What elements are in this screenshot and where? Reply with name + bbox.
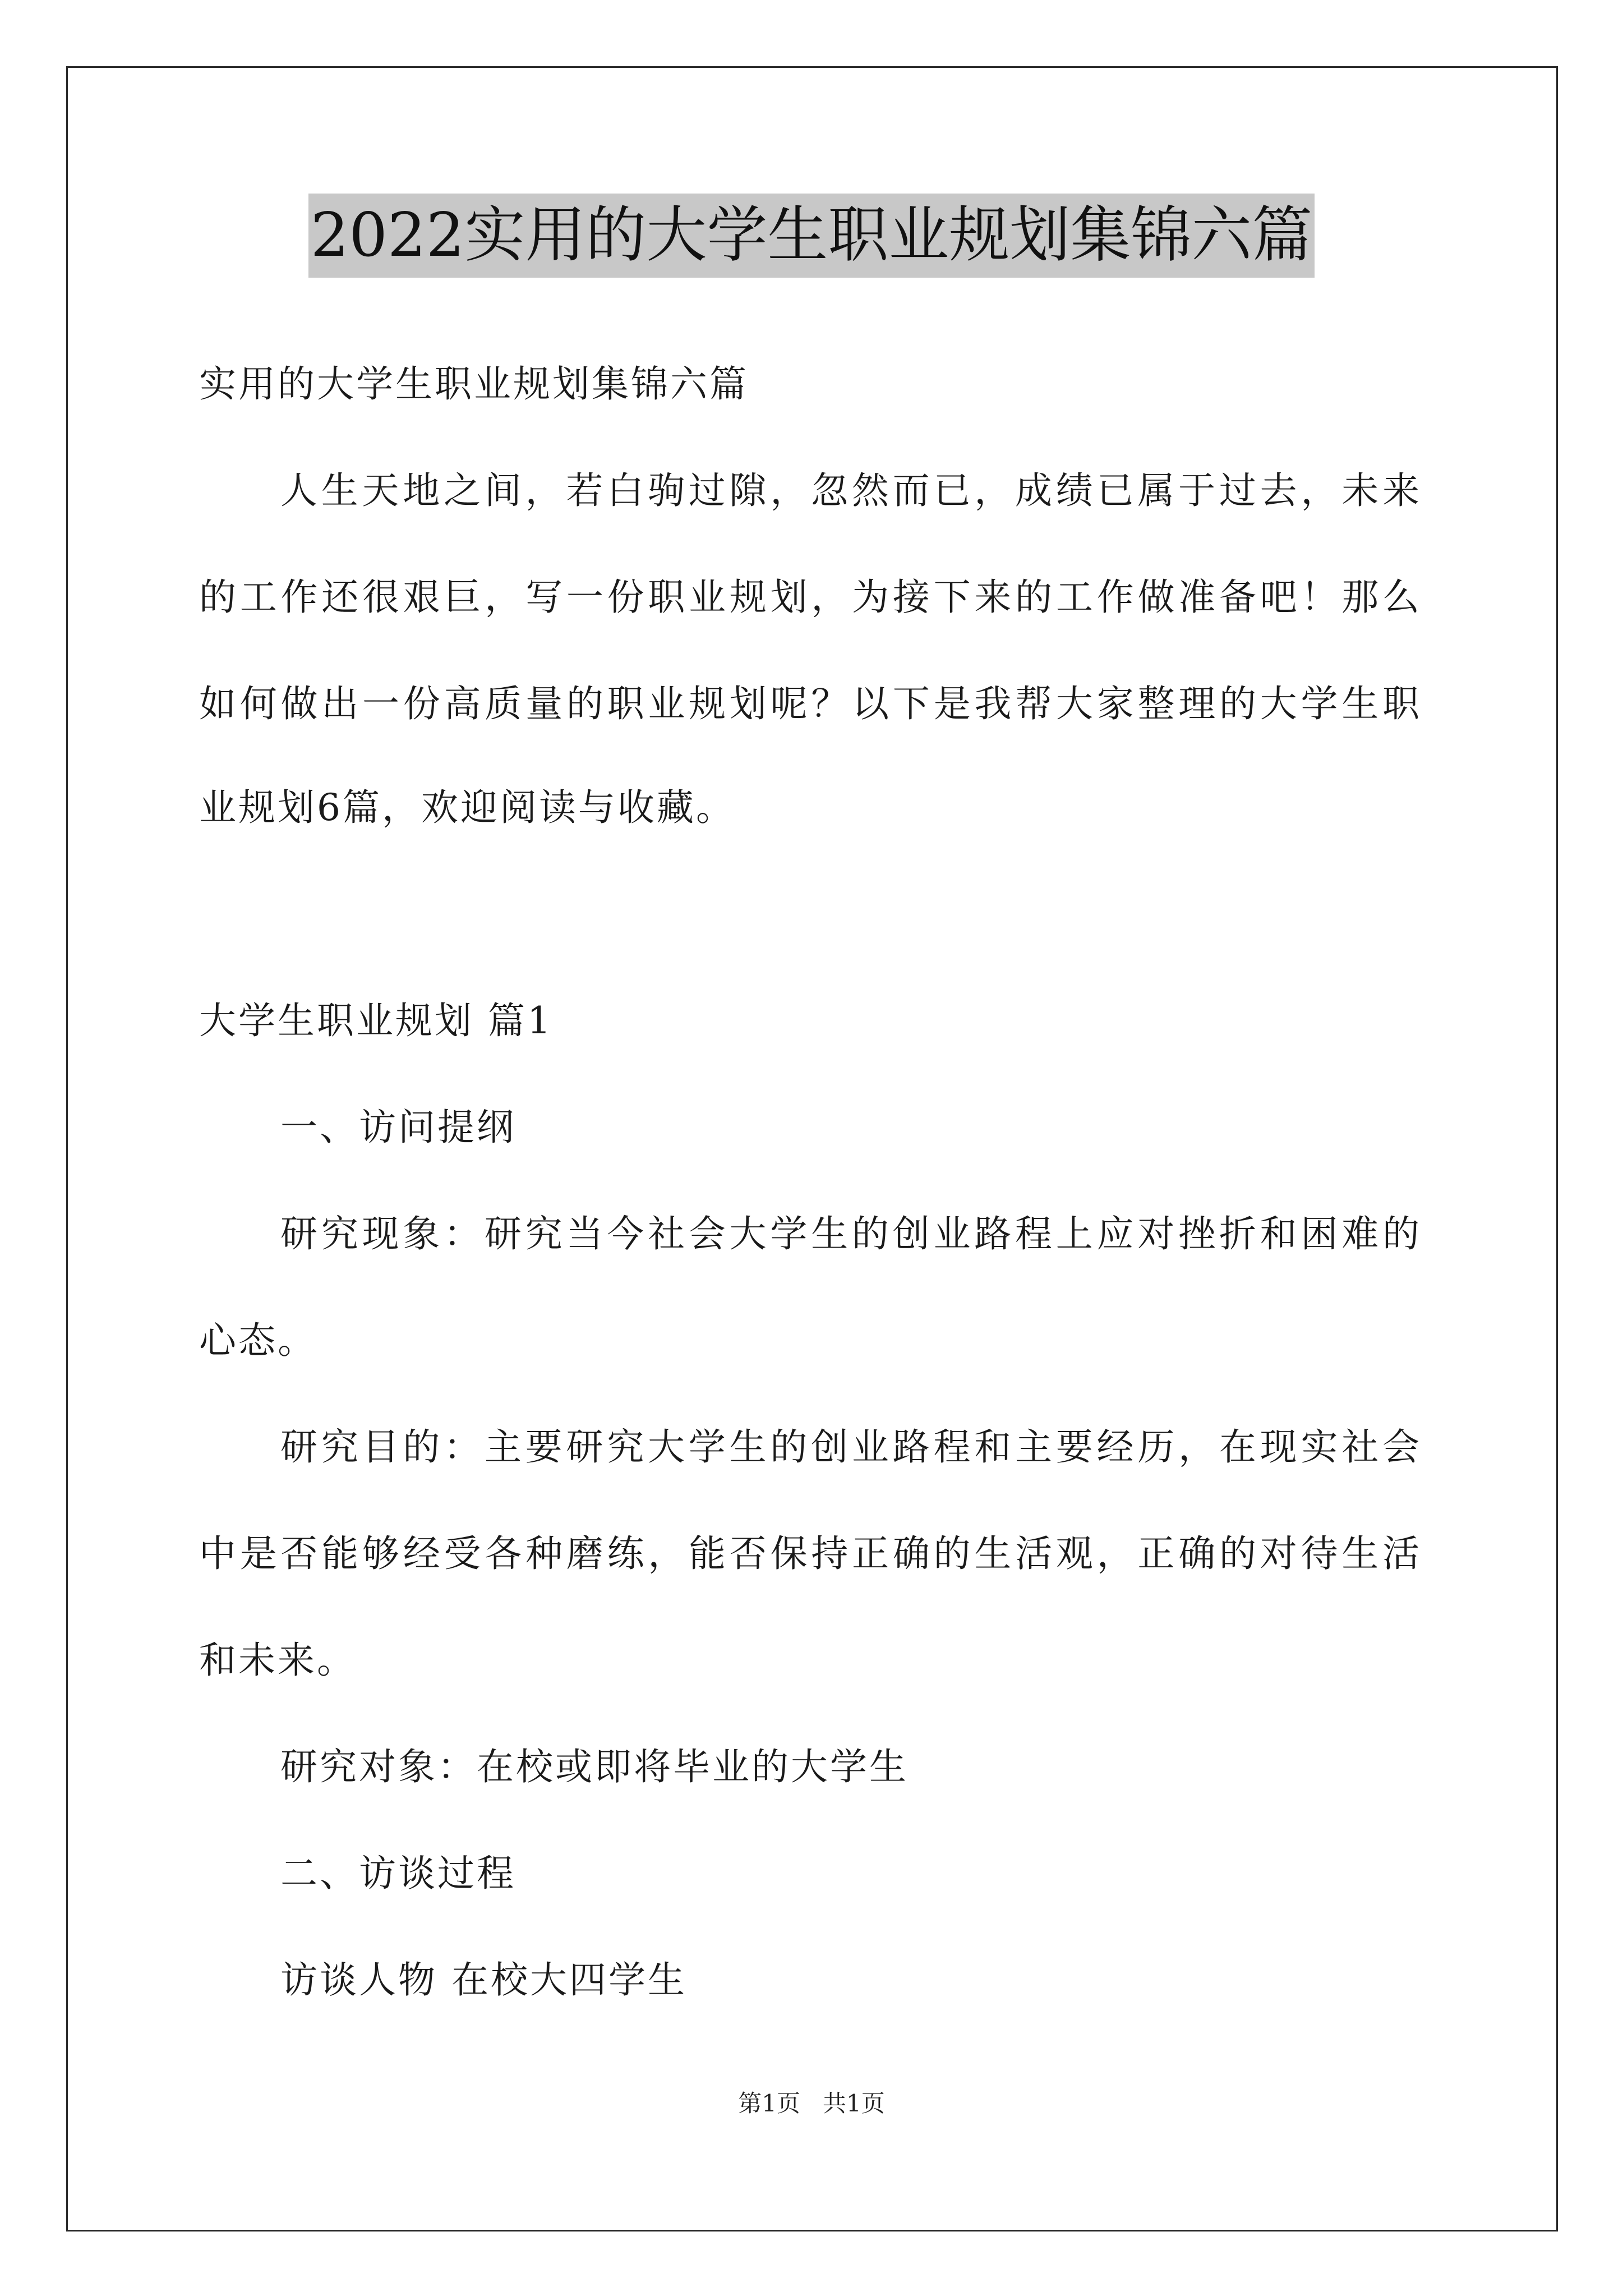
document-title: 2022实用的大学生职业规划集锦六篇 — [308, 194, 1315, 278]
research-purpose-line-2: 中是否能够经受各种磨练，能否保持正确的生活观，正确的对待生活 — [199, 1532, 1422, 1575]
item-heading-2: 二、访谈过程 — [280, 1852, 516, 1895]
subtitle: 实用的大学生职业规划集锦六篇 — [199, 362, 749, 406]
research-purpose-line-1: 研究目的：主要研究大学生的创业路程和主要经历，在现实社会 — [280, 1425, 1422, 1469]
item-heading-1: 一、访问提纲 — [280, 1106, 516, 1149]
intro-line-2: 的工作还很艰巨，写一份职业规划，为接下来的工作做准备吧！那么 — [199, 576, 1422, 619]
research-phenomenon-line-2: 心态。 — [199, 1319, 317, 1362]
interviewee: 访谈人物 在校大四学生 — [280, 1958, 687, 2001]
research-phenomenon-line-1: 研究现象：研究当今社会大学生的创业路程上应对挫折和困难的 — [280, 1212, 1422, 1255]
intro-line-4: 业规划6篇，欢迎阅读与收藏。 — [199, 786, 735, 829]
page-footer: 第1页 共1页 — [738, 2090, 885, 2117]
intro-line-3: 如何做出一份高质量的职业规划呢？以下是我帮大家整理的大学生职 — [199, 682, 1422, 725]
intro-line-1: 人生天地之间，若白驹过隙，忽然而已，成绩已属于过去，未来 — [280, 469, 1422, 512]
research-purpose-line-3: 和未来。 — [199, 1639, 356, 1682]
section-heading: 大学生职业规划 篇1 — [199, 999, 553, 1042]
title-container — [0, 194, 1623, 278]
research-object: 研究对象：在校或即将毕业的大学生 — [280, 1745, 909, 1788]
